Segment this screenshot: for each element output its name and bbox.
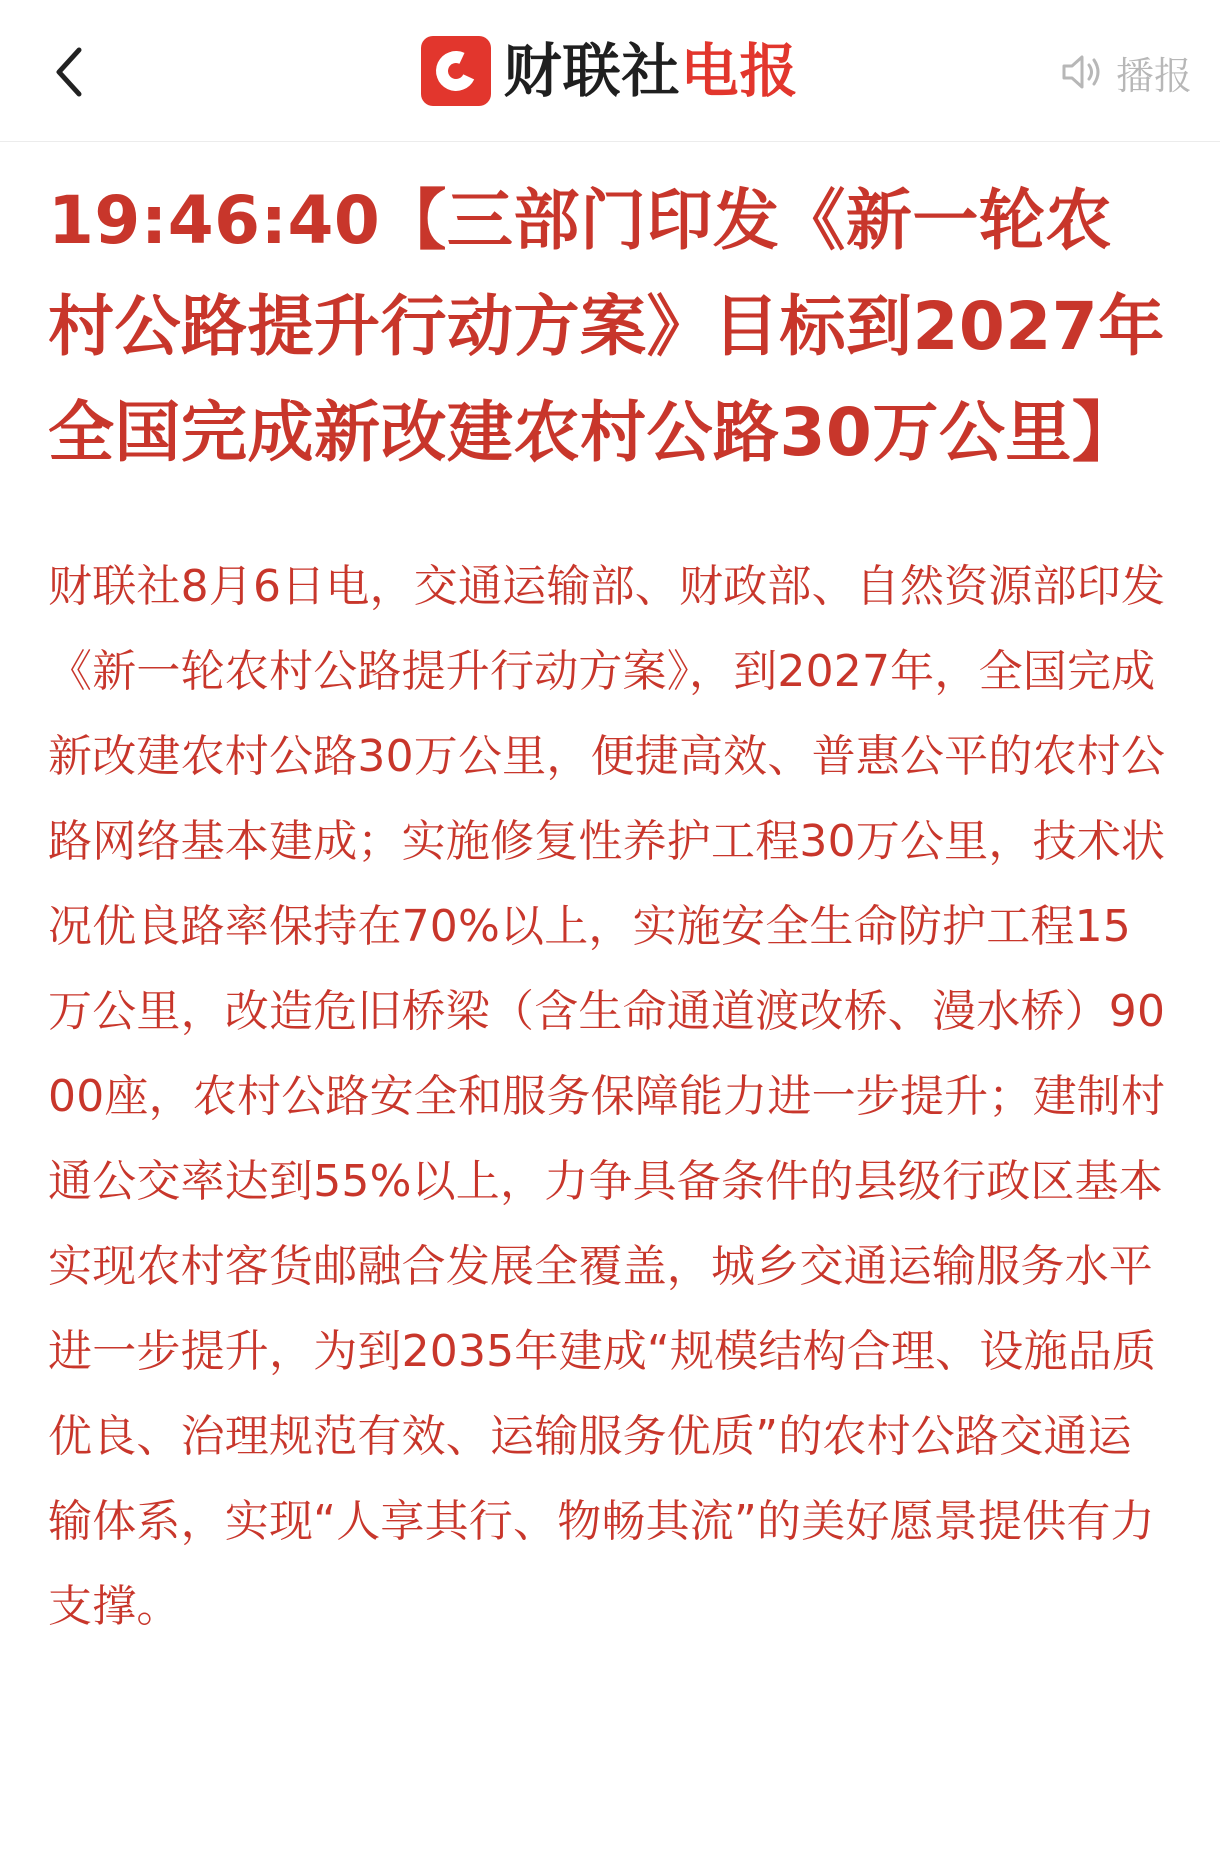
chevron-left-icon bbox=[53, 46, 85, 98]
logo-title-black: 财联社 bbox=[503, 36, 681, 105]
broadcast-button[interactable] bbox=[1060, 42, 1192, 102]
article-content bbox=[48, 168, 1168, 1649]
speaker-icon bbox=[1060, 52, 1104, 92]
logo-title bbox=[503, 36, 799, 105]
article-body: 财联社8月6日电，交通运输部、财政部、自然资源部印发《新一轮农村公路提升行动方案》，到2027年，全国完成新改建农村公路30万公里，便捷高效、普惠公平的农村公路网络基本建成；实施修复性养护工程30万公里，技术状况优良路率保持在70%以上，实施安全生命防护工程15万公里，改造危旧桥梁（含生命通道渡改桥、漫水桥）9000座，农村公路安全和服务保障能力进一步提升；建制村通公交率达到55%以上，力争具备条件的县级行政区基本实现农村客货邮融合发展全覆盖，城乡交通运输服务水平进一步提升，为到2035年建成“规模结构合理、设施品质优良、治理规范有效、运输服务优质”的农村公路交通运输体系，实现“人享其行、物畅其流”的美好愿景提供有力支撑。 bbox=[48, 561, 1166, 1632]
app-logo bbox=[421, 36, 798, 106]
broadcast-label: 播报 bbox=[1115, 53, 1192, 98]
logo-title-red: 电报 bbox=[680, 36, 799, 105]
caixinshe-logo-icon bbox=[421, 36, 491, 106]
top-header bbox=[0, 0, 1220, 142]
article-headline: 19:46:40【三部门印发《新一轮农村公路提升行动方案》目标到2027年全国完成新改建农村公路30万公里】 bbox=[48, 182, 1165, 471]
back-button[interactable] bbox=[48, 42, 90, 102]
